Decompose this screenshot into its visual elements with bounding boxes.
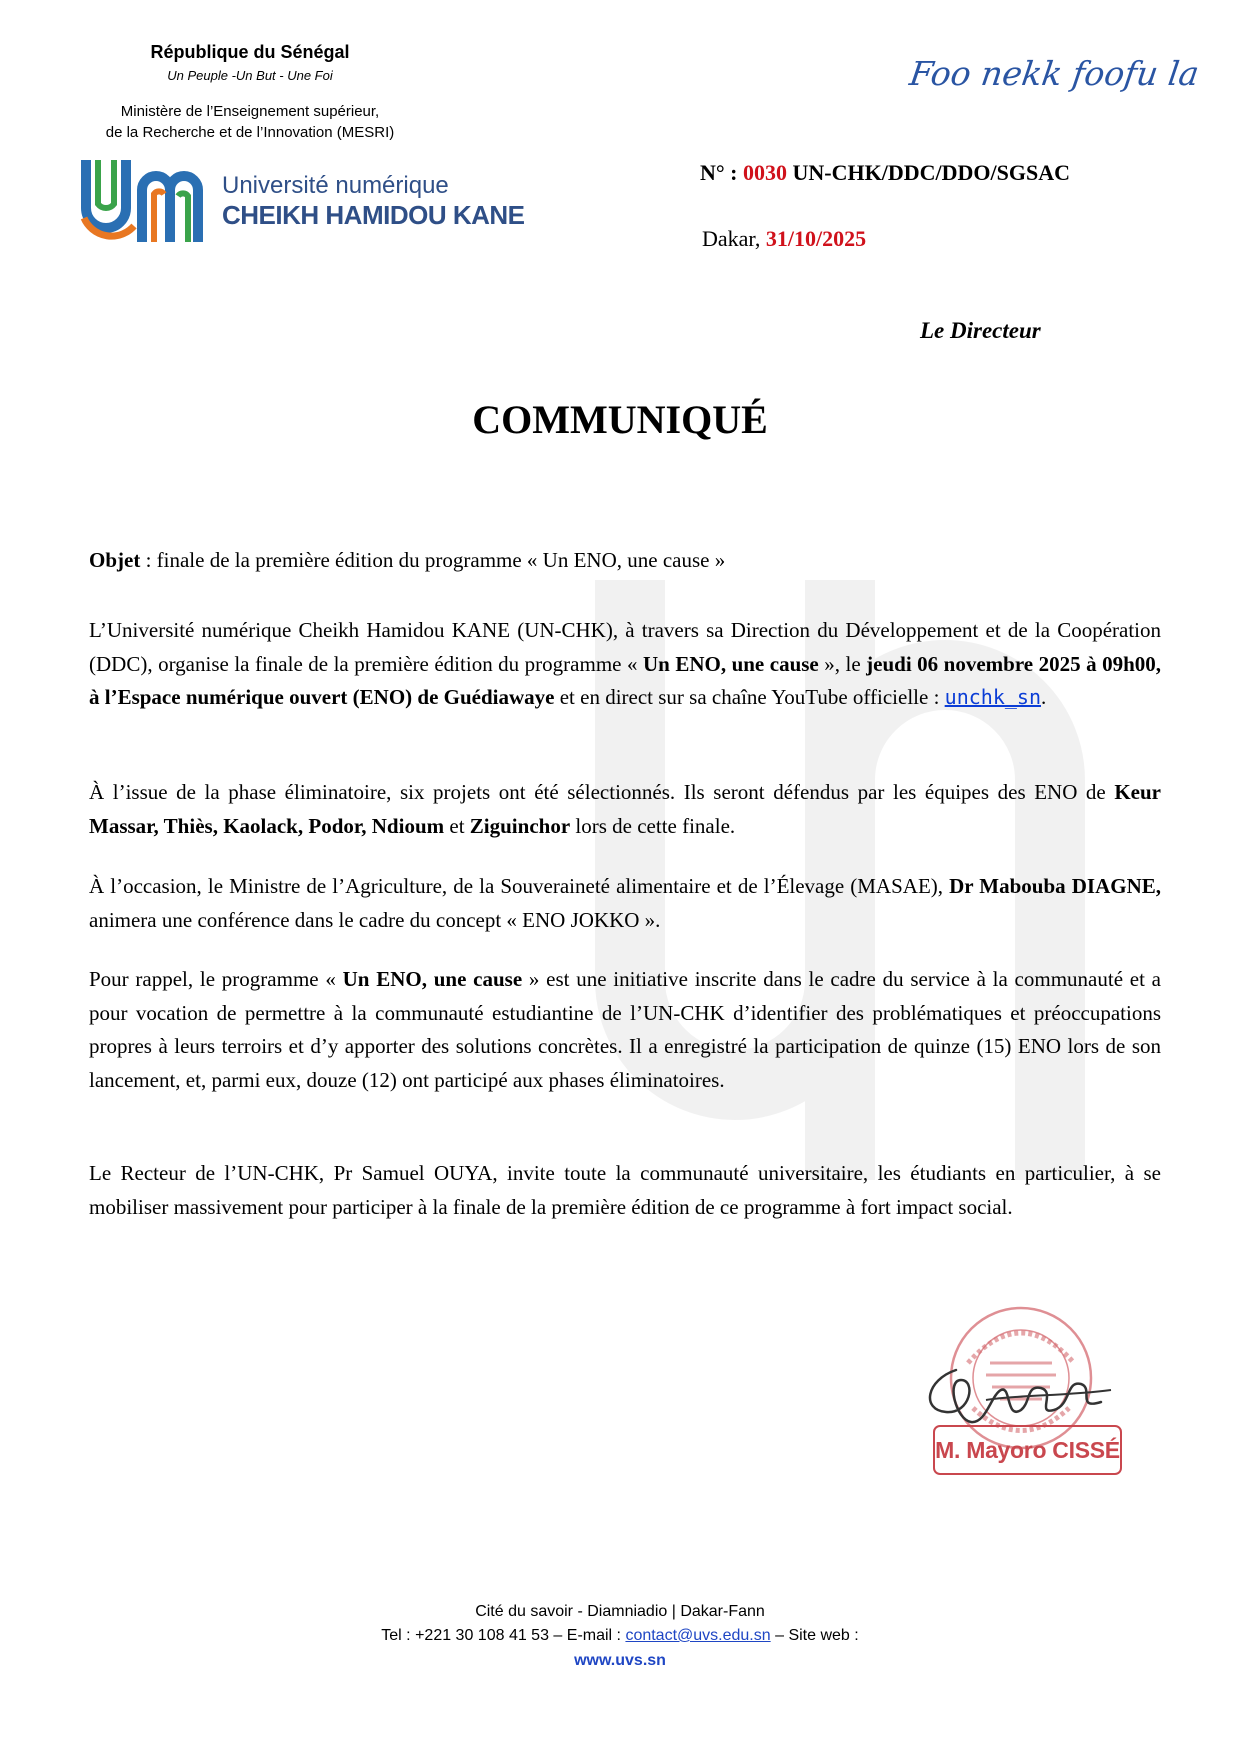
sender-title: Le Directeur <box>920 318 1041 343</box>
subject-label: Objet <box>89 548 141 572</box>
p1-text-2: », le <box>818 651 867 676</box>
p3-text-2: animera une conférence dans le cadre du concept « ENO JOKKO ». <box>89 907 661 932</box>
footer-website-label: – Site web : <box>770 1627 859 1644</box>
p1-text-4: . <box>1040 685 1047 709</box>
p1-text-3: et en direct sur sa chaîne YouTube officielle : <box>554 685 945 709</box>
paragraph-2 <box>89 776 1161 843</box>
p2-text-3: lors de cette finale. <box>570 813 736 838</box>
footer-phone: Tel : +221 30 108 41 53 – E-mail : <box>381 1627 626 1644</box>
national-motto: Un Peuple -Un But - Une Foi <box>167 68 333 83</box>
p3-text-1: À l’occasion, le Ministre de l’Agriculture, de la Souveraineté alimentaire et de l’Élevage (MASAE), <box>89 874 950 898</box>
reference-prefix: N° : <box>700 160 744 185</box>
republic-name: République du Sénégal <box>150 42 350 62</box>
reference-number-value: 0030 <box>743 160 788 185</box>
youtube-channel-link[interactable]: unchk_sn <box>944 685 1041 709</box>
paragraph-5: Le Recteur de l’UN-CHK, Pr Samuel OUYA, invite toute la communauté universitaire, les étudiants en particulier, à se mobiliser massivement pour participer à la finale de la première édition de ce programme à fort impact social. <box>89 1161 1161 1219</box>
signatory-name: M. Mayoro CISSÉ <box>933 1425 1122 1475</box>
reference-code: UN-CHK/DDC/DDO/SGSAC <box>787 160 1070 185</box>
p1-bold-1: Un ENO, une cause <box>642 651 819 676</box>
dateline-city: Dakar, <box>702 226 766 251</box>
ministry-line-1: Ministère de l’Enseignement supérieur, <box>120 103 380 120</box>
p2-bold-1: Keur Massar, Thiès, Kaolack, Podor, Ndioum <box>89 780 1161 838</box>
dateline <box>702 226 866 252</box>
paragraph-4 <box>89 963 1161 1097</box>
reference-number <box>700 160 1070 186</box>
subject-line <box>89 544 1161 578</box>
p4-text-1: Pour rappel, le programme « <box>89 967 343 991</box>
p2-bold-2: Ziguinchor <box>469 813 571 838</box>
paragraph-3 <box>89 870 1161 937</box>
footer-email-link[interactable]: contact@uvs.edu.sn <box>625 1627 771 1644</box>
p4-text-2: » est une initiative inscrite dans le cadre du service à la communauté et a pour vocation de permettre à la communauté estudiantine de l’UN-CHK d’identifier des problématiques et préoccupations propres à leurs terroirs et d’y apporter des solutions concrètes. Il a enregistré la participation de quinze (15) ENO lors de son lancement, et, parmi eux, douze (12) ont participé aux phases éliminatoires. <box>89 967 1162 1092</box>
p1-bold-2: jeudi 06 novembre 2025 à 09h00, à l’Espace numérique ouvert (ENO) de Guédiawaye <box>89 651 1162 709</box>
unchk-logo-icon <box>78 156 210 246</box>
p2-text-2: et <box>444 813 470 838</box>
ministry-name <box>60 101 440 143</box>
footer-website-link[interactable]: www.uvs.sn <box>574 1652 666 1669</box>
subject-text: : finale de la première édition du programme « Un ENO, une cause » <box>140 548 726 572</box>
dateline-date: 31/10/2025 <box>765 226 867 251</box>
university-name-line-1: Université numérique <box>222 172 449 199</box>
ministry-line-2: de la Recherche et de l’Innovation (MESRI) <box>105 124 395 141</box>
p1-text-1: L’Université numérique Cheikh Hamidou KANE (UN-CHK), à travers sa Direction du Développement et de la Coopération (DDC), organise la finale de la première édition du programme « <box>89 618 1161 676</box>
footer-contact <box>0 1627 1240 1645</box>
university-name-line-2: CHEIKH HAMIDOU KANE <box>222 200 525 230</box>
p2-text-1: À l’issue de la phase éliminatoire, six projets ont été sélectionnés. Ils seront défendus par les équipes des ENO de <box>89 780 1115 804</box>
footer-address: Cité du savoir - Diamniadio | Dakar-Fann <box>475 1603 765 1620</box>
document-title: COMMUNIQUÉ <box>472 397 768 442</box>
paragraph-1 <box>89 614 1161 715</box>
slogan: Foo nekk foofu la <box>907 54 1202 93</box>
p3-bold-1: Dr Mabouba DIAGNE, <box>949 874 1161 898</box>
p4-bold-1: Un ENO, une cause <box>342 967 523 991</box>
